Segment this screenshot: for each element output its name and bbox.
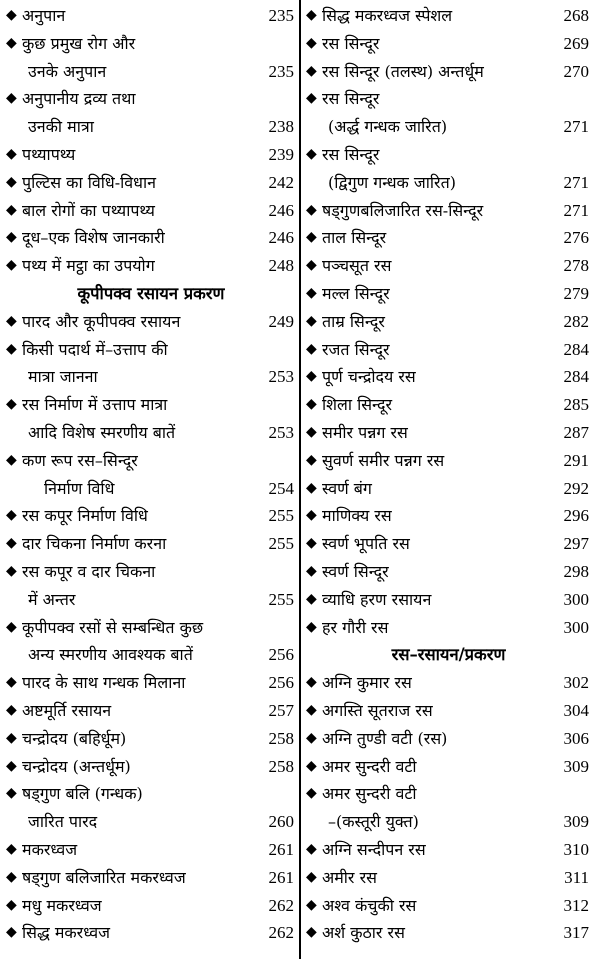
toc-entry-title: अग्नि सन्दीपन रस (322, 839, 426, 859)
toc-page-number: 262 (268, 895, 294, 915)
diamond-bullet-icon: ◆ (306, 62, 317, 79)
toc-entry (6, 864, 296, 892)
toc-entry-title: (अर्द्ध गन्धक जारित) (328, 117, 448, 137)
toc-entry-title: अग्नि तुण्डी वटी (रस) (322, 728, 448, 748)
section-heading (6, 280, 296, 308)
toc-entry-title: स्वर्ण बंग (322, 478, 372, 498)
diamond-bullet-icon: ◆ (6, 7, 17, 23)
toc-entry-title: दूध–एक विशेष जानकारी (22, 228, 165, 248)
diamond-bullet-icon: ◆ (6, 840, 17, 857)
toc-entry-title: निर्माण विधि (44, 478, 115, 498)
diamond-bullet-icon: ◆ (6, 674, 17, 691)
diamond-bullet-icon: ◆ (306, 145, 317, 162)
toc-entry-title: पारद के साथ गन्धक मिलाना (22, 673, 186, 693)
section-heading-text: रस–रसायन/प्रकरण (391, 645, 506, 665)
toc-page-number: 310 (563, 839, 589, 859)
diamond-bullet-icon: ◆ (306, 674, 317, 691)
diamond-bullet-icon: ◆ (6, 396, 17, 413)
toc-entry-title: रस सिन्दूर (322, 144, 380, 164)
diamond-bullet-icon: ◆ (306, 229, 317, 246)
toc-entry-title: सिद्ध मकरध्वज स्पेशल (322, 6, 453, 25)
diamond-bullet-icon: ◆ (306, 868, 317, 885)
section-heading (306, 641, 591, 669)
toc-entry (6, 614, 296, 642)
diamond-bullet-icon: ◆ (6, 924, 17, 941)
toc-page-number: 298 (563, 561, 589, 581)
toc-entry (6, 725, 296, 753)
toc-page-number: 296 (563, 506, 589, 526)
toc-page-number: 238 (268, 117, 294, 137)
diamond-bullet-icon: ◆ (6, 451, 17, 468)
diamond-bullet-icon: ◆ (6, 729, 17, 746)
toc-entry-title: माणिक्य रस (322, 506, 392, 526)
toc-entry-title: रस कपूर निर्माण विधि (22, 506, 148, 526)
toc-entry-title: उनके अनुपान (28, 61, 107, 81)
toc-left-column (6, 2, 296, 957)
toc-entry-title: रजत सिन्दूर (322, 339, 390, 359)
toc-page-number: 300 (563, 589, 589, 609)
toc-entry-title: अनुपानीय द्रव्य तथा (22, 89, 136, 109)
toc-entry-title: रस कपूर व दार चिकना (22, 561, 156, 581)
toc-entry-title: अनुपान (22, 6, 66, 25)
diamond-bullet-icon: ◆ (6, 701, 17, 718)
diamond-bullet-icon: ◆ (306, 201, 317, 218)
toc-entry (6, 780, 296, 808)
toc-entry (6, 697, 296, 725)
toc-page-number: 291 (563, 450, 589, 470)
toc-page-number: 249 (268, 311, 294, 331)
diamond-bullet-icon: ◆ (306, 312, 317, 329)
column-divider (299, 0, 301, 959)
toc-entry-title: चन्द्रोदय (बहिर्धूम) (22, 728, 127, 748)
toc-entry (306, 85, 591, 113)
toc-page-number: 235 (268, 61, 294, 81)
toc-entry (306, 391, 591, 419)
toc-entry-title: मधु मकरध्वज (22, 895, 102, 915)
toc-page-number: 256 (268, 673, 294, 693)
toc-page-number: 285 (563, 395, 589, 415)
diamond-bullet-icon: ◆ (306, 396, 317, 413)
toc-entry-title: अगस्ति सूतराज रस (322, 700, 433, 720)
toc-page-number: 246 (268, 200, 294, 220)
toc-entry-title: कण रूप रस–सिन्दूर (22, 450, 138, 470)
toc-entry (306, 280, 591, 308)
diamond-bullet-icon: ◆ (6, 618, 17, 635)
toc-entry (6, 197, 296, 225)
toc-entry-title: रस सिन्दूर (तलस्थ) अन्तर्धूम (322, 61, 484, 81)
toc-entry-title: कूपीपक्व रसों से सम्बन्धित कुछ (22, 617, 204, 637)
diamond-bullet-icon: ◆ (6, 90, 17, 107)
toc-entry-title: अन्य स्मरणीय आवश्यक बातें (28, 645, 193, 665)
toc-entry-title: अश्व कंचुकी रस (322, 895, 417, 915)
toc-page-number: 257 (268, 700, 294, 720)
toc-page-number: 309 (563, 812, 589, 832)
toc-entry (6, 308, 296, 336)
toc-entry-title: रस सिन्दूर (322, 33, 380, 53)
toc-entry (306, 586, 591, 614)
diamond-bullet-icon: ◆ (6, 340, 17, 357)
toc-entry (306, 475, 591, 503)
toc-entry (306, 836, 591, 864)
toc-entry (6, 530, 296, 558)
diamond-bullet-icon: ◆ (306, 507, 317, 524)
toc-entry-title: चन्द्रोदय (अन्तर्धूम) (22, 756, 131, 776)
toc-entry-title: षड्गुण बलि (गन्धक) (22, 784, 143, 804)
toc-entry (6, 336, 296, 364)
toc-entry (6, 502, 296, 530)
toc-entry (306, 447, 591, 475)
toc-page-number: 302 (563, 673, 589, 693)
diamond-bullet-icon: ◆ (306, 340, 317, 357)
toc-page-number: 258 (268, 728, 294, 748)
toc-page-number: 261 (268, 867, 294, 887)
toc-entry (306, 419, 591, 447)
toc-entry (306, 864, 591, 892)
diamond-bullet-icon: ◆ (6, 229, 17, 246)
toc-entry (6, 113, 296, 141)
toc-entry-title: शिला सिन्दूर (322, 395, 393, 415)
toc-entry (6, 558, 296, 586)
toc-entry (6, 141, 296, 169)
diamond-bullet-icon: ◆ (306, 840, 317, 857)
toc-right-column (306, 2, 591, 957)
diamond-bullet-icon: ◆ (306, 562, 317, 579)
diamond-bullet-icon: ◆ (306, 257, 317, 274)
diamond-bullet-icon: ◆ (6, 896, 17, 913)
diamond-bullet-icon: ◆ (306, 423, 317, 440)
toc-page-number: 239 (268, 144, 294, 164)
toc-entry (306, 141, 591, 169)
diamond-bullet-icon: ◆ (6, 145, 17, 162)
toc-entry (6, 2, 296, 30)
toc-entry-title: पथ्यापथ्य (22, 144, 76, 164)
toc-entry (306, 753, 591, 781)
toc-page-number: 317 (563, 923, 589, 943)
toc-entry (6, 85, 296, 113)
toc-page-number: 311 (564, 867, 589, 887)
toc-entry (306, 725, 591, 753)
toc-entry (6, 58, 296, 86)
toc-entry (6, 252, 296, 280)
toc-entry-title: हर गौरी रस (322, 617, 389, 637)
toc-entry (306, 558, 591, 586)
diamond-bullet-icon: ◆ (6, 173, 17, 190)
toc-page-number: 271 (563, 200, 589, 220)
toc-entry (306, 308, 591, 336)
toc-entry (6, 224, 296, 252)
toc-entry (306, 224, 591, 252)
toc-entry-title: ताल सिन्दूर (322, 228, 387, 248)
toc-entry (306, 197, 591, 225)
toc-page-number: 268 (563, 6, 589, 25)
toc-entry-title: रस सिन्दूर (322, 89, 380, 109)
section-heading-text: कूपीपक्व रसायन प्रकरण (77, 283, 225, 303)
toc-entry (306, 614, 591, 642)
diamond-bullet-icon: ◆ (306, 618, 317, 635)
toc-page-number: 246 (268, 228, 294, 248)
diamond-bullet-icon: ◆ (306, 785, 317, 802)
toc-entry-title: बाल रोगों का पथ्यापथ्य (22, 200, 155, 220)
toc-entry-title: आदि विशेष स्मरणीय बातें (28, 422, 176, 442)
diamond-bullet-icon: ◆ (6, 201, 17, 218)
toc-entry (6, 169, 296, 197)
toc-page-number: 242 (268, 172, 294, 192)
toc-entry (306, 808, 591, 836)
toc-page-number: 235 (268, 6, 294, 25)
toc-entry (306, 252, 591, 280)
diamond-bullet-icon: ◆ (306, 535, 317, 552)
toc-entry-title: जारित पारद (28, 812, 98, 832)
toc-page-number: 284 (563, 367, 589, 387)
toc-entry-title: अग्नि कुमार रस (322, 673, 412, 693)
toc-page-number: 306 (563, 728, 589, 748)
toc-entry (306, 113, 591, 141)
toc-entry (306, 363, 591, 391)
diamond-bullet-icon: ◆ (306, 284, 317, 301)
toc-entry-title: सिद्ध मकरध्वज (22, 923, 111, 943)
diamond-bullet-icon: ◆ (306, 701, 317, 718)
toc-entry-title: स्वर्ण सिन्दूर (322, 561, 389, 581)
toc-entry-title: दार चिकना निर्माण करना (22, 534, 167, 554)
diamond-bullet-icon: ◆ (306, 368, 317, 385)
toc-entry (6, 753, 296, 781)
toc-entry (306, 169, 591, 197)
toc-entry (306, 919, 591, 947)
toc-entry-title: समीर पन्नग रस (322, 422, 408, 442)
diamond-bullet-icon: ◆ (6, 312, 17, 329)
toc-entry-title: ताम्र सिन्दूर (322, 311, 385, 331)
toc-entry (6, 447, 296, 475)
toc-page-number: 284 (563, 339, 589, 359)
toc-page-number: 309 (563, 756, 589, 776)
toc-entry-title: अमर सुन्दरी वटी (322, 784, 417, 804)
diamond-bullet-icon: ◆ (306, 90, 317, 107)
toc-page-number: 261 (268, 839, 294, 859)
toc-page-number: 248 (268, 256, 294, 276)
toc-entry (6, 892, 296, 920)
toc-entry (6, 669, 296, 697)
toc-page-number: 260 (268, 812, 294, 832)
toc-entry (6, 836, 296, 864)
toc-page-number: 282 (563, 311, 589, 331)
diamond-bullet-icon: ◆ (306, 590, 317, 607)
toc-entry (306, 30, 591, 58)
diamond-bullet-icon: ◆ (306, 479, 317, 496)
toc-page-number: 269 (563, 33, 589, 53)
toc-page-number: 255 (268, 534, 294, 554)
toc-entry (306, 502, 591, 530)
toc-entry-title: सुवर्ण समीर पन्नग रस (322, 450, 445, 470)
toc-entry (6, 30, 296, 58)
toc-entry-title: पारद और कूपीपक्व रसायन (22, 311, 181, 331)
toc-page-number: 255 (268, 506, 294, 526)
toc-page-number: 258 (268, 756, 294, 776)
toc-entry (6, 419, 296, 447)
toc-page-number: 271 (563, 172, 589, 192)
toc-entry (306, 892, 591, 920)
toc-page-number: 312 (563, 895, 589, 915)
toc-page-number: 253 (268, 367, 294, 387)
diamond-bullet-icon: ◆ (6, 562, 17, 579)
toc-page-number: 297 (563, 534, 589, 554)
diamond-bullet-icon: ◆ (6, 507, 17, 524)
toc-entry (306, 697, 591, 725)
toc-entry-title: पञ्चसूत रस (322, 256, 392, 276)
diamond-bullet-icon: ◆ (306, 924, 317, 941)
toc-entry-title: षड्गुण बलिजारित मकरध्वज (22, 867, 186, 887)
diamond-bullet-icon: ◆ (6, 868, 17, 885)
toc-entry (6, 641, 296, 669)
toc-page-number: 276 (563, 228, 589, 248)
diamond-bullet-icon: ◆ (6, 535, 17, 552)
toc-entry-title: उनकी मात्रा (28, 117, 94, 137)
toc-entry-title: अमर सुन्दरी वटी (322, 756, 417, 776)
diamond-bullet-icon: ◆ (6, 785, 17, 802)
toc-entry-title: किसी पदार्थ में–उत्ताप की (22, 339, 168, 359)
toc-page-number: 278 (563, 256, 589, 276)
toc-entry-title: रस निर्माण में उत्ताप मात्रा (22, 395, 168, 415)
toc-page-number: 270 (563, 61, 589, 81)
toc-entry (306, 669, 591, 697)
diamond-bullet-icon: ◆ (306, 729, 317, 746)
toc-page-number: 256 (268, 645, 294, 665)
diamond-bullet-icon: ◆ (306, 451, 317, 468)
diamond-bullet-icon: ◆ (306, 757, 317, 774)
diamond-bullet-icon: ◆ (306, 896, 317, 913)
toc-page-number: 300 (563, 617, 589, 637)
toc-entry-title: –(कस्तूरी युक्त) (328, 812, 419, 832)
toc-entry-title: पुल्टिस का विधि-विधान (22, 172, 157, 192)
toc-entry-title: पूर्ण चन्द्रोदय रस (322, 367, 416, 387)
diamond-bullet-icon: ◆ (306, 34, 317, 51)
toc-entry-title: व्याधि हरण रसायन (322, 589, 432, 609)
toc-page-number: 292 (563, 478, 589, 498)
toc-entry-title: पथ्य में मट्ठा का उपयोग (22, 256, 155, 276)
toc-entry-title: अमीर रस (322, 867, 377, 887)
toc-entry (306, 58, 591, 86)
toc-page-number: 254 (268, 478, 294, 498)
toc-entry-title: मात्रा जानना (28, 367, 98, 387)
toc-page-number: 255 (268, 589, 294, 609)
toc-entry (6, 363, 296, 391)
toc-page-number: 279 (563, 283, 589, 303)
toc-page-number: 287 (563, 422, 589, 442)
diamond-bullet-icon: ◆ (6, 757, 17, 774)
toc-entry-title: में अन्तर (28, 589, 76, 609)
toc-page-number: 262 (268, 923, 294, 943)
toc-page-number: 304 (563, 700, 589, 720)
toc-entry-title: (द्विगुण गन्धक जारित) (328, 172, 456, 192)
toc-entry (306, 530, 591, 558)
toc-entry-title: अर्श कुठार रस (322, 923, 405, 943)
toc-entry (6, 919, 296, 947)
toc-entry (6, 586, 296, 614)
toc-entry-title: स्वर्ण भूपति रस (322, 534, 410, 554)
diamond-bullet-icon: ◆ (306, 7, 317, 23)
toc-entry (6, 391, 296, 419)
toc-entry-title: अष्टमूर्ति रसायन (22, 700, 112, 720)
toc-entry (6, 808, 296, 836)
toc-entry (306, 2, 591, 30)
toc-page-number: 253 (268, 422, 294, 442)
toc-page-number: 271 (563, 117, 589, 137)
diamond-bullet-icon: ◆ (6, 34, 17, 51)
toc-entry-title: मकरध्वज (22, 839, 78, 859)
toc-entry-title: मल्ल सिन्दूर (322, 283, 390, 303)
toc-entry (6, 475, 296, 503)
toc-entry-title: षड्गुणबलिजारित रस-सिन्दूर (322, 200, 484, 220)
toc-entry (306, 780, 591, 808)
diamond-bullet-icon: ◆ (6, 257, 17, 274)
toc-entry (306, 336, 591, 364)
toc-entry-title: कुछ प्रमुख रोग और (22, 33, 136, 53)
